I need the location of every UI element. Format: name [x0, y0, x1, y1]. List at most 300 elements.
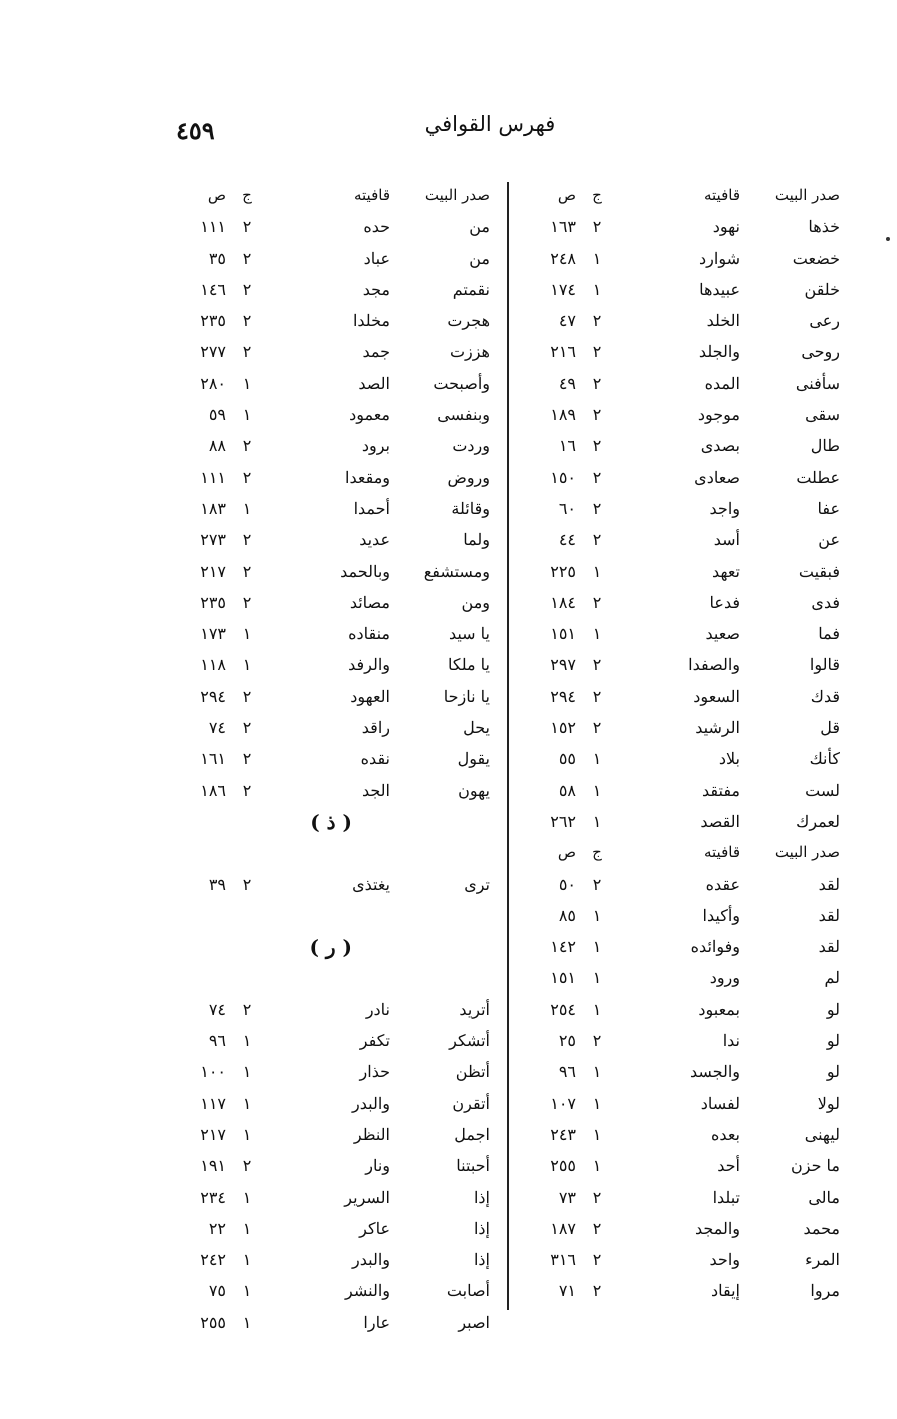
volume-cell: ٢: [592, 311, 602, 331]
blank-row: [170, 902, 490, 933]
volume-cell: ١: [242, 655, 252, 675]
index-row: [520, 401, 840, 432]
left-column: [170, 182, 490, 1340]
volume-cell: ٢: [242, 1156, 252, 1176]
rhyme-cell: بمعبود: [698, 999, 740, 1019]
verse-start-cell: ومن: [461, 592, 490, 612]
rhyme-cell: تكفر: [359, 1031, 390, 1051]
blank-row: [170, 839, 490, 870]
rhyme-cell: الخلد: [706, 311, 740, 331]
volume-cell: ٢: [592, 342, 602, 362]
rhyme-cell: مصائد: [349, 592, 390, 612]
verse-start-cell: من: [469, 217, 490, 237]
page-cell: ٥٥: [558, 749, 576, 769]
rhyme-cell: نهود: [712, 217, 740, 237]
index-row: [520, 1215, 840, 1246]
rhyme-cell: العهود: [350, 686, 390, 706]
column-header-row: [520, 839, 840, 870]
index-row: [170, 1152, 490, 1183]
volume-cell: ٢: [242, 248, 252, 268]
rhyme-cell: القصد: [700, 811, 740, 831]
verse-start-cell: لولا: [817, 1093, 840, 1113]
page-cell: ١٨٧: [550, 1218, 576, 1238]
page-cell: ٣١٦: [550, 1250, 576, 1270]
page-cell: ٢٧٧: [200, 342, 226, 362]
rhyme-cell: نقده: [360, 749, 390, 769]
rhyme-cell: والصفدا: [688, 655, 740, 675]
page-cell: ١٥٠: [550, 467, 576, 487]
verse-start-cell: يا نازحا: [443, 686, 490, 706]
verse-start-cell: أحبتنا: [456, 1156, 490, 1176]
index-row: [170, 1215, 490, 1246]
volume-cell: ٢: [592, 592, 602, 612]
page-cell: ٥٨: [558, 780, 576, 800]
verse-start-cell: عفا: [817, 498, 840, 518]
volume-cell: ٢: [592, 436, 602, 456]
index-row: [520, 1058, 840, 1089]
index-row: [170, 432, 490, 463]
page-cell: ٣٥: [208, 248, 226, 268]
rhyme-cell: ندا: [722, 1031, 740, 1051]
index-row: [520, 683, 840, 714]
volume-cell: ٢: [592, 1281, 602, 1301]
rhyme-cell: النظر: [353, 1124, 390, 1144]
rhyme-cell: المده: [704, 373, 740, 393]
volume-cell: ١: [592, 561, 602, 581]
margin-dot: [886, 237, 890, 241]
page-cell: ٢٧٣: [200, 530, 226, 550]
rhyme-cell: صعادى: [694, 467, 740, 487]
rhyme-cell: والنشر: [345, 1281, 390, 1301]
volume-cell: ٢: [242, 436, 252, 456]
volume-cell: ١: [242, 1312, 252, 1332]
rhyme-cell: قافيته: [703, 186, 740, 204]
index-row: [520, 871, 840, 902]
rhyme-cell: عديد: [359, 530, 390, 550]
index-row: [170, 1277, 490, 1308]
page-cell: ٧١: [558, 1281, 576, 1301]
verse-start-cell: هززت: [449, 342, 490, 362]
index-row: [170, 495, 490, 526]
index-row: [520, 1121, 840, 1152]
volume-cell: ١: [592, 968, 602, 988]
index-row: [170, 401, 490, 432]
verse-start-cell: سقى: [805, 405, 840, 425]
page-cell: ١٤٦: [200, 279, 226, 299]
index-row: [170, 464, 490, 495]
volume-cell: ٢: [592, 655, 602, 675]
volume-cell: ١: [242, 1124, 252, 1144]
volume-cell: ٢: [242, 561, 252, 581]
page-cell: ١١٧: [200, 1093, 226, 1113]
rhyme-cell: قافيته: [703, 843, 740, 862]
page-cell: ٧٥: [208, 1281, 226, 1301]
rhyme-cell: فدعا: [709, 592, 740, 612]
index-row: [170, 683, 490, 714]
page-cell: ٢٨٠: [200, 373, 226, 393]
verse-start-cell: سأفنى: [795, 373, 840, 393]
index-row: [170, 620, 490, 651]
rhyme-cell: ومقعدا: [345, 467, 390, 487]
index-row: [170, 745, 490, 776]
page-cell: ١٧٤: [550, 279, 576, 299]
rhyme-cell: والرفد: [348, 655, 390, 675]
index-row: [520, 808, 840, 839]
verse-start-cell: طال: [810, 436, 840, 456]
page-cell: ص: [557, 843, 576, 862]
verse-start-cell: يقول: [457, 749, 490, 769]
page-cell: ٢٢: [208, 1218, 226, 1238]
verse-start-cell: خلقن: [804, 279, 840, 299]
index-row: [520, 245, 840, 276]
verse-start-cell: روحى: [801, 342, 840, 362]
index-row: [520, 964, 840, 995]
letter-heading-row: [170, 808, 490, 839]
verse-start-cell: محمد: [803, 1218, 840, 1238]
page-cell: ١١١: [200, 217, 226, 237]
page-cell: ١٥١: [550, 624, 576, 644]
index-row: [170, 1184, 490, 1215]
verse-start-cell: يحل: [463, 718, 490, 738]
rhyme-cell: حده: [363, 217, 390, 237]
verse-start-cell: وأصبحت: [433, 373, 490, 393]
verse-start-cell: مروا: [810, 1281, 840, 1301]
verse-start-cell: أتريد: [459, 999, 490, 1019]
verse-start-cell: أتقرن: [452, 1093, 490, 1113]
page-cell: ٢٥٥: [200, 1312, 226, 1332]
volume-cell: ١: [592, 248, 602, 268]
page-cell: ٢٣٥: [200, 311, 226, 331]
verse-start-cell: لم: [824, 968, 840, 988]
rhyme-cell: عقده: [705, 874, 740, 894]
page-cell: ٢٦٢: [550, 811, 576, 831]
verse-start-cell: ولما: [463, 530, 490, 550]
page-cell: ٤٩: [558, 373, 576, 393]
page-cell: ١١٨: [200, 655, 226, 675]
volume-cell: ٢: [242, 749, 252, 769]
page-cell: ٩٦: [558, 1062, 576, 1082]
page-cell: ص: [557, 186, 576, 204]
right-column: [520, 182, 840, 1309]
page-cell: ٢٤٨: [550, 248, 576, 268]
volume-cell: ١: [242, 1187, 252, 1207]
rhyme-cell: أحمدا: [353, 498, 390, 518]
verse-start-cell: هجرت: [447, 311, 490, 331]
volume-cell: ١: [592, 780, 602, 800]
verse-start-cell: عطلت: [796, 467, 840, 487]
page-cell: ١٨٩: [550, 405, 576, 425]
column-header-row: [520, 182, 840, 213]
verse-start-cell: فبقيت: [798, 561, 840, 581]
page-cell: ١٩١: [200, 1156, 226, 1176]
page-cell: ١٦١: [200, 749, 226, 769]
verse-start-cell: ليهنى: [804, 1124, 840, 1144]
rhyme-cell: السرير: [344, 1187, 390, 1207]
volume-cell: ١: [592, 279, 602, 299]
index-row: [520, 745, 840, 776]
index-row: [170, 338, 490, 369]
rhyme-cell: تعهد: [712, 561, 740, 581]
rhyme-cell: ونار: [365, 1156, 390, 1176]
page-cell: ٢٤٢: [200, 1250, 226, 1270]
verse-start-cell: خذها: [808, 217, 840, 237]
index-row: [520, 526, 840, 557]
index-row: [170, 307, 490, 338]
index-row: [520, 213, 840, 244]
index-row: [520, 620, 840, 651]
verse-start-cell: رعى: [809, 311, 840, 331]
rhyme-cell: بعده: [711, 1124, 740, 1144]
page-cell: ٢٩٤: [200, 686, 226, 706]
verse-start-cell: فما: [818, 624, 840, 644]
index-row: [170, 1246, 490, 1277]
volume-cell: ٢: [592, 405, 602, 425]
index-row: [170, 1309, 490, 1340]
verse-start-cell: المرء: [805, 1250, 840, 1270]
volume-cell: ٢: [592, 1218, 602, 1238]
volume-cell: ٢: [242, 311, 252, 331]
volume-cell: ٢: [242, 999, 252, 1019]
index-row: [520, 1090, 840, 1121]
verse-start-cell: لقد: [818, 905, 840, 925]
verse-start-cell: وبنفسى: [437, 405, 490, 425]
volume-cell: ١: [592, 1124, 602, 1144]
verse-start-cell: يا سيد: [448, 624, 490, 644]
index-row: [170, 245, 490, 276]
verse-start-cell: فدى: [811, 592, 840, 612]
verse-start-cell: وقائلة: [451, 498, 490, 518]
verse-start-cell: اصبر: [458, 1312, 490, 1332]
volume-cell: ١: [592, 1093, 602, 1113]
page-cell: ١٨٦: [200, 780, 226, 800]
page-cell: ٢٩٤: [550, 686, 576, 706]
rhyme-cell: مخلدا: [352, 311, 390, 331]
volume-cell: ١: [592, 624, 602, 644]
page-cell: ٥٩: [208, 405, 226, 425]
index-row: [170, 276, 490, 307]
index-row: [170, 1027, 490, 1058]
index-row: [170, 213, 490, 244]
volume-cell: ١: [242, 1218, 252, 1238]
rhyme-cell: الرشيد: [695, 718, 740, 738]
rhyme-cell: يغتذى: [352, 874, 390, 894]
volume-cell: ج: [592, 186, 602, 204]
verse-start-cell: لو: [826, 1062, 840, 1082]
verse-start-cell: لعمرك: [796, 811, 840, 831]
rhyme-cell: والبدر: [352, 1093, 390, 1113]
rhyme-cell: واجد: [709, 498, 740, 518]
verse-start-cell: أتشكر: [449, 1031, 490, 1051]
volume-cell: ١: [592, 1156, 602, 1176]
volume-cell: ٢: [592, 1187, 602, 1207]
volume-cell: ٢: [592, 874, 602, 894]
page-cell: ٣٩: [208, 874, 226, 894]
verse-start-cell: عن: [818, 530, 840, 550]
rhyme-cell: عاكر: [359, 1218, 390, 1238]
verse-start-cell: قل: [820, 718, 840, 738]
rhyme-cell: جمد: [362, 342, 390, 362]
index-row: [170, 370, 490, 401]
volume-cell: ٢: [242, 718, 252, 738]
volume-cell: ٢: [242, 217, 252, 237]
index-row: [520, 902, 840, 933]
rhyme-cell: تبلدا: [712, 1187, 740, 1207]
page-number: ٤٥٩: [176, 116, 215, 145]
page-cell: ٢١٦: [550, 342, 576, 362]
volume-cell: ٢: [242, 342, 252, 362]
volume-cell: ١: [592, 999, 602, 1019]
page-cell: ٢٣٤: [200, 1187, 226, 1207]
index-row: [520, 651, 840, 682]
verse-start-cell: لو: [826, 1031, 840, 1051]
verse-start-cell: مالى: [808, 1187, 840, 1207]
verse-start-cell: قدك: [810, 686, 840, 706]
verse-start-cell: كأنك: [809, 749, 840, 769]
rhyme-cell: والمجد: [694, 1218, 740, 1238]
rhyme-cell: بلاد: [718, 749, 740, 769]
index-row: [170, 871, 490, 902]
volume-cell: ١: [242, 498, 252, 518]
rhyme-cell: راقد: [361, 718, 390, 738]
rhyme-cell: صعيد: [705, 624, 740, 644]
page-cell: ٨٨: [208, 436, 226, 456]
index-row: [520, 1246, 840, 1277]
verse-start-cell: لست: [805, 780, 840, 800]
index-row: [520, 777, 840, 808]
volume-cell: ١: [242, 624, 252, 644]
rhyme-cell: وفوائده: [690, 937, 740, 957]
rhyme-cell: لفساد: [700, 1093, 740, 1113]
page-cell: ٢٣٥: [200, 592, 226, 612]
index-row: [520, 714, 840, 745]
index-row: [520, 1027, 840, 1058]
rhyme-cell: أحد: [717, 1156, 740, 1176]
verse-start-cell: قالوا: [809, 655, 840, 675]
column-divider: [507, 182, 509, 1310]
index-row: [170, 777, 490, 808]
rhyme-cell: حذار: [359, 1062, 390, 1082]
page-cell: ٢١٧: [200, 1124, 226, 1144]
rhyme-cell: والجسد: [689, 1062, 740, 1082]
letter-heading-row: [170, 933, 490, 964]
letter-heading: ( ذ ): [310, 809, 352, 834]
index-row: [520, 589, 840, 620]
page-cell: ص: [207, 186, 226, 204]
index-row: [520, 1184, 840, 1215]
column-header-row: [170, 182, 490, 213]
volume-cell: ١: [592, 1062, 602, 1082]
verse-start-cell: اجمل: [454, 1124, 490, 1144]
page-cell: ٤٧: [558, 311, 576, 331]
index-row: [520, 464, 840, 495]
volume-cell: ٢: [592, 1031, 602, 1051]
rhyme-cell: شوارد: [699, 248, 740, 268]
index-row: [520, 558, 840, 589]
rhyme-cell: والجلد: [698, 342, 740, 362]
volume-cell: ٢: [242, 530, 252, 550]
index-row: [520, 1152, 840, 1183]
rhyme-cell: بصدى: [700, 436, 740, 456]
page-cell: ٧٤: [208, 999, 226, 1019]
index-row: [520, 276, 840, 307]
rhyme-cell: مجد: [362, 279, 390, 299]
volume-cell: ٢: [592, 467, 602, 487]
page-cell: ٢٥٤: [550, 999, 576, 1019]
verse-start-cell: لقد: [818, 874, 840, 894]
volume-cell: ١: [242, 1281, 252, 1301]
page-cell: ١٦: [558, 436, 576, 456]
volume-cell: ٢: [592, 498, 602, 518]
rhyme-cell: نادر: [365, 999, 390, 1019]
verse-start-cell: أتظن: [455, 1062, 490, 1082]
rhyme-cell: الصد: [358, 373, 390, 393]
verse-start-cell: لو: [826, 999, 840, 1019]
index-row: [520, 307, 840, 338]
index-row: [520, 1277, 840, 1308]
verse-start-cell: من: [469, 248, 490, 268]
index-row: [520, 370, 840, 401]
volume-cell: ٢: [592, 373, 602, 393]
index-row: [170, 1121, 490, 1152]
volume-cell: ١: [592, 905, 602, 925]
rhyme-cell: عباد: [363, 248, 390, 268]
rhyme-cell: والبدر: [352, 1250, 390, 1270]
volume-cell: ٢: [242, 686, 252, 706]
volume-cell: ٢: [242, 279, 252, 299]
index-row: [170, 1058, 490, 1089]
verse-start-cell: إذا: [473, 1218, 490, 1238]
page-cell: ١٤٢: [550, 937, 576, 957]
page-cell: ٢٥: [558, 1031, 576, 1051]
page-cell: ٧٣: [558, 1187, 576, 1207]
volume-cell: ٢: [242, 467, 252, 487]
verse-start-cell: وردت: [452, 436, 490, 456]
page-cell: ١٨٤: [550, 592, 576, 612]
volume-cell: ٢: [592, 686, 602, 706]
verse-start-cell: صدر البيت: [774, 843, 840, 862]
verse-start-cell: يا ملكا: [448, 655, 490, 675]
index-row: [520, 432, 840, 463]
rhyme-cell: إيقاد: [711, 1281, 740, 1301]
volume-cell: ١: [242, 405, 252, 425]
volume-cell: ٢: [592, 1250, 602, 1270]
rhyme-cell: السعود: [693, 686, 740, 706]
page-cell: ١١١: [200, 467, 226, 487]
rhyme-cell: ورود: [709, 968, 740, 988]
rhyme-cell: قافيته: [353, 186, 390, 204]
verse-start-cell: لقد: [818, 937, 840, 957]
volume-cell: ج: [242, 186, 252, 204]
volume-cell: ١: [242, 1093, 252, 1113]
index-row: [170, 558, 490, 589]
rhyme-cell: وبالحمد: [340, 561, 390, 581]
rhyme-cell: عارا: [363, 1312, 390, 1332]
page-cell: ٢٥٥: [550, 1156, 576, 1176]
verse-start-cell: صدر البيت: [424, 186, 490, 204]
index-row: [170, 714, 490, 745]
verse-start-cell: نقمتم: [452, 279, 490, 299]
verse-start-cell: أصابت: [446, 1281, 490, 1301]
verse-start-cell: يهون: [458, 780, 490, 800]
volume-cell: ١: [242, 1031, 252, 1051]
volume-cell: ١: [242, 373, 252, 393]
page-cell: ١٥١: [550, 968, 576, 988]
index-row: [170, 651, 490, 682]
index-row: [520, 338, 840, 369]
page-cell: ٦٠: [558, 498, 576, 518]
index-row: [520, 933, 840, 964]
volume-cell: ٢: [592, 530, 602, 550]
